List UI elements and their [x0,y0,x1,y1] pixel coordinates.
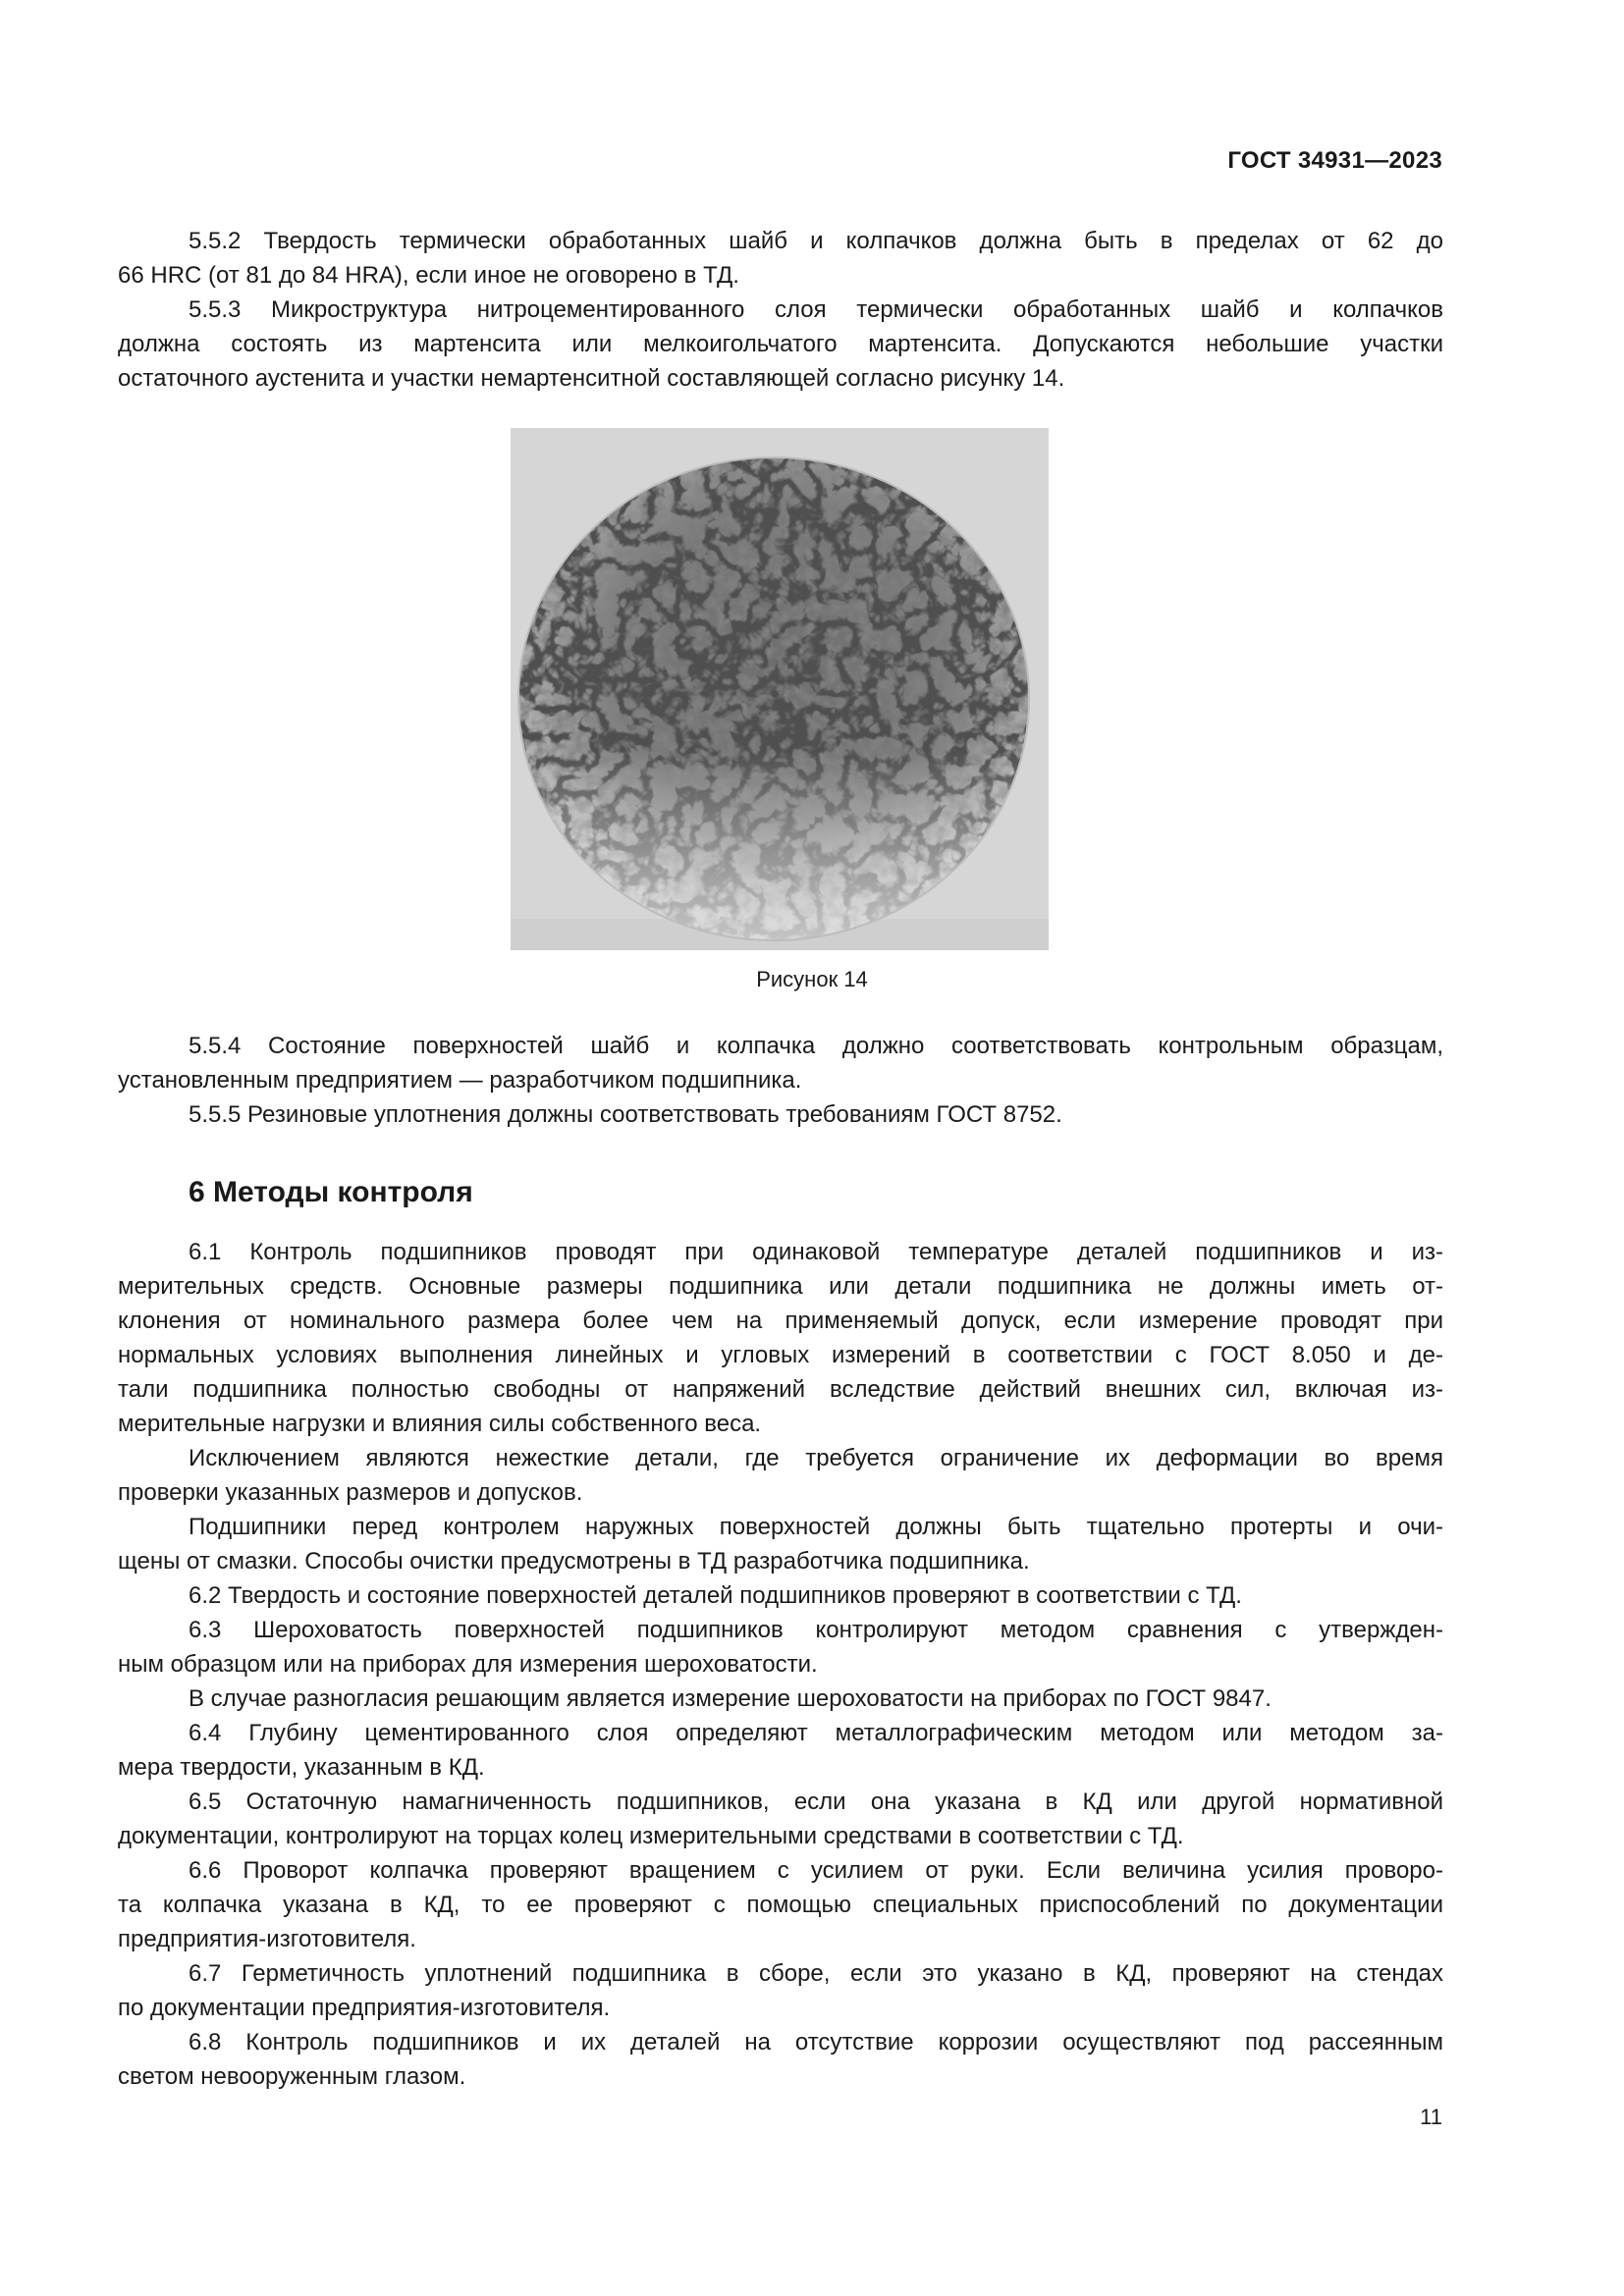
paragraph-6-7 [118,1956,1443,2025]
text-line: 5.5.2 Твердость термически обработанных шайб и колпачков должна быть в пределах от 62 до [189,228,1443,254]
text-line: документации, контролируют на торцах колец измерительными средствами в соответствии с ТД. [118,1823,1184,1849]
text-line: мера твердости, указанным в КД. [118,1754,485,1781]
paragraph-5-5-3 [118,293,1443,396]
text-line: 5.5.3 Микроструктура нитроцементированного слоя термически обработанных шайб и колпачков [189,296,1443,323]
text-line: Исключением являются нежесткие детали, где требуется ограничение их деформации во время [189,1445,1443,1471]
text-line: 6.6 Проворот колпачка проверяют вращением с усилием от руки. Если величина усилия проворо- [189,1857,1443,1884]
text-line: 6.3 Шероховатость поверхностей подшипников контролируют методом сравнения с утвержден- [189,1617,1443,1643]
text-line: нормальных условиях выполнения линейных и угловых измерений в соответствии с ГОСТ 8.050 и де- [118,1342,1443,1368]
text-line: 66 HRC (от 81 до 84 HRA), если иное не оговорено в ТД. [118,262,739,289]
text-line: щены от смазки. Способы очистки предусмотрены в ТД разработчика подшипника. [118,1548,1030,1575]
text-line: В случае разногласия решающим является измерение шероховатости на приборах по ГОСТ 9847. [189,1685,1272,1712]
text-line: установленным предприятием — разработчиком подшипника. [118,1067,802,1094]
paragraph-6-5 [118,1785,1443,1853]
text-line: 5.5.5 Резиновые уплотнения должны соответствовать требованиям ГОСТ 8752. [189,1101,1062,1128]
text-line: та колпачка указана в КД, то ее проверяют с помощью специальных приспособлений по документации [118,1892,1443,1918]
standard-code: ГОСТ 34931—2023 [1227,147,1442,174]
paragraph-6-1-exception [118,1441,1443,1510]
paragraph-6-3-dispute [118,1682,1443,1716]
paragraph-6-8 [118,2025,1443,2094]
paragraph-5-5-5 [118,1097,1443,1132]
micrograph-image [511,428,1049,950]
text-line: предприятия-изготовителя. [118,1926,416,1952]
text-line: мерительных средств. Основные размеры подшипника или детали подшипника не должны иметь от- [118,1273,1443,1300]
paragraph-6-3 [118,1613,1443,1682]
paragraph-5-5-2 [118,224,1443,293]
section-title-6: 6 Методы контроля [189,1176,473,1208]
text-line: 6.1 Контроль подшипников проводят при одинаковой температуре деталей подшипников и из- [189,1239,1443,1265]
text-line: Подшипники перед контролем наружных поверхностей должны быть тщательно протерты и очи- [189,1514,1443,1540]
paragraph-6-6 [118,1853,1443,1956]
text-line: 6.4 Глубину цементированного слоя определяют металлографическим методом или методом за- [189,1720,1443,1746]
paragraph-6-1-cleaning [118,1510,1443,1578]
paragraph-6-4 [118,1716,1443,1785]
text-line: должна состоять из мартенсита или мелкоигольчатого мартенсита. Допускаются небольшие участки [118,331,1443,357]
text-line: проверки указанных размеров и допусков. [118,1479,583,1506]
text-line: клонения от номинального размера более чем на применяемый допуск, если измерение проводят при [118,1308,1443,1334]
text-line: мерительные нагрузки и влияния силы собственного веса. [118,1411,762,1437]
figure-caption: Рисунок 14 [756,967,868,991]
paragraph-6-1 [118,1235,1443,1441]
text-line: 6.8 Контроль подшипников и их деталей на отсутствие коррозии осуществляют под рассеянным [189,2029,1443,2056]
figure-14-micrograph [511,428,1049,950]
page-number: 11 [1420,2105,1442,2129]
text-line: остаточного аустенита и участки немартенситной составляющей согласно рисунку 14. [118,365,1065,392]
text-line: светом невооруженным глазом. [118,2063,466,2090]
text-block-section-6 [118,1235,1443,2094]
text-line: ным образцом или на приборах для измерения шероховатости. [118,1651,818,1678]
text-block-5-5-2-to-5-5-3 [118,224,1443,396]
text-line: 6.5 Остаточную намагниченность подшипников, если она указана в КД или другой нормативной [189,1789,1443,1815]
paragraph-5-5-4 [118,1029,1443,1097]
text-line: 5.5.4 Состояние поверхностей шайб и колпачка должно соответствовать контрольным образцам, [189,1033,1443,1059]
text-line: по документации предприятия-изготовителя. [118,1995,611,2021]
paragraph-6-2 [118,1578,1443,1613]
text-line: 6.2 Твердость и состояние поверхностей деталей подшипников проверяют в соответствии с ТД. [189,1582,1242,1609]
text-line: тали подшипника полностью свободны от напряжений вследствие действий внешних сил, включая из- [118,1376,1443,1403]
text-line: 6.7 Герметичность уплотнений подшипника в сборе, если это указано в КД, проверяют на стендах [189,1960,1443,1987]
text-block-5-5-4-to-5-5-5 [118,1029,1443,1132]
